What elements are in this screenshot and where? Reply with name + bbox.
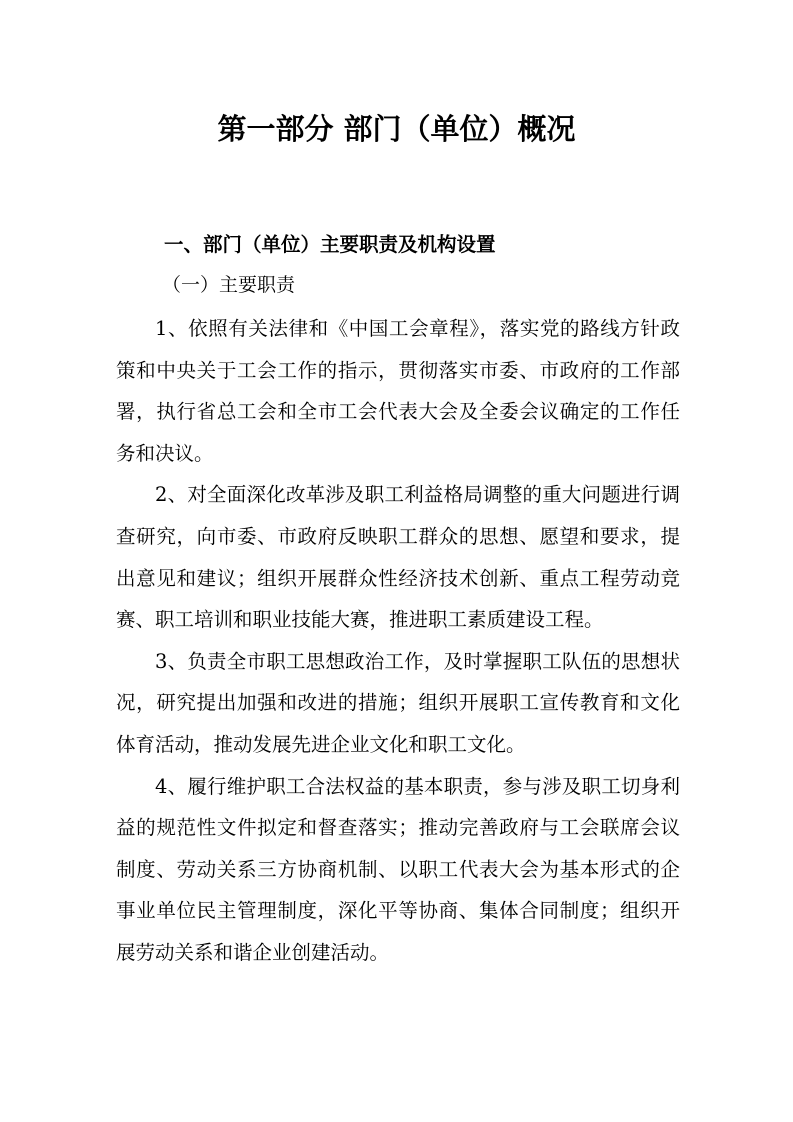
body-text (116, 308, 680, 974)
paragraph-1: 1、依照有关法律和《中国工会章程》，落实党的路线方针政策和中央关于工会工作的指示，贯彻落实市委、市政府的工作部署，执行省总工会和全市工会代表大会及全委会议确定的工作任务和决议。 (116, 317, 680, 465)
subsection-heading: （一）主要职责 (162, 274, 296, 296)
page-title: 第一部分 部门（单位）概况 (217, 112, 576, 146)
paragraph-3: 3、负责全市职工思想政治工作，及时掌握职工队伍的思想状况，研究提出加强和改进的措施；组织开展职工宣传教育和文化体育活动，推动发展先进企业文化和职工文化。 (116, 649, 680, 756)
section-heading: 一、部门（单位）主要职责及机构设置 (164, 233, 496, 256)
paragraph-4: 4、履行维护职工合法权益的基本职责，参与涉及职工切身利益的规范性文件拟定和督查落实；推动完善政府与工会联席会议制度、劳动关系三方协商机制、以职工代表大会为基本形式的企事业单位民主管理制度，深化平等协商、集体合同制度；组织开展劳动关系和谐企业创建活动。 (116, 774, 680, 964)
paragraph-2: 2、对全面深化改革涉及职工利益格局调整的重大问题进行调查研究，向市委、市政府反映职工群众的思想、愿望和要求，提出意见和建议；组织开展群众性经济技术创新、重点工程劳动竞赛、职工培训和职业技能大赛，推进职工素质建设工程。 (116, 483, 680, 632)
